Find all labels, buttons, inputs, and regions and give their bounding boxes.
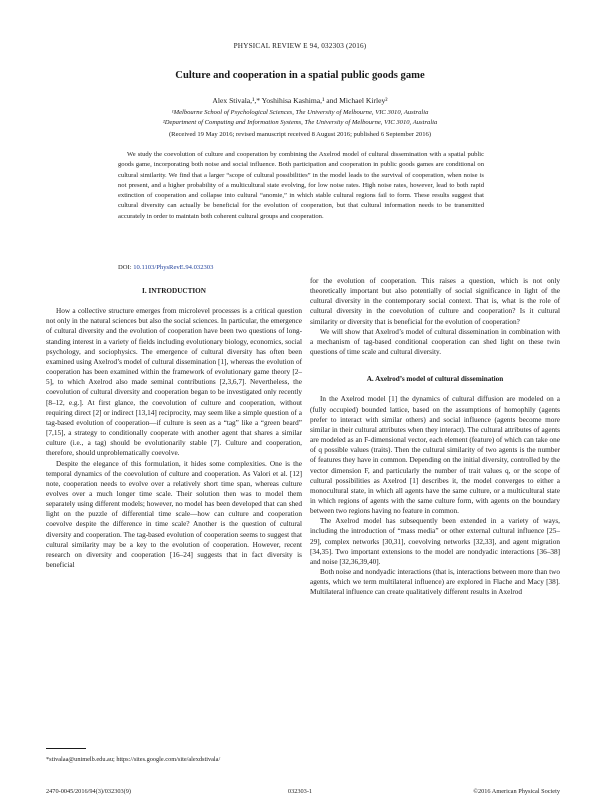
paragraph: The Axelrod model has subsequently been extended in a variety of ways, including the introduction of “mass media” or other external cultural influence [25–29], complex networks [30,31], coevolving networks [32,33], and agent migration [34,35]. Two important extensions to the model are nondyadic interactions [36–38] and noise [32,36,39,40].	[310, 517, 560, 566]
paragraph: How a collective structure emerges from microlevel processes is a critical question not only in the natural sciences but also the social sciences. In particular, the emergence of cultural diversity and the evolution of cooperation have been two questions of long-standing interest in a variety of fields including evolutionary biology, economics, social psychology, and sociophysics. The emergence of cultural diversity has often been examined using Axelrod’s model of cultural dissemination [1], whereas the evolution of cooperation has been examined within the framework of evolutionary game theory [2–5], to which Axelrod also made seminal contributions [2,3,6,7]. Nevertheless, the coevolution of cultural diversity and cooperation began to be investigated only recently [8–12, e.g.]. At first glance, the coevolution of culture and cooperation, without requiring direct [2] or indirect [13,14] reciprocity, may seem like a simple question of a tag-based evolution of cooperation—if culture is seen as a “tag” like a “green beard” [7,15], a strategy to conditionally cooperate with another agent that shares a similar culture (i.e., a tag) should be evolutionarily stable [7]. Culture and cooperation, therefore, should unproblematically coevolve.	[46, 307, 302, 458]
footer-page-number: 032303-1	[287, 788, 313, 795]
journal-header: PHYSICAL REVIEW E 94, 032303 (2016)	[233, 42, 367, 50]
left-column	[46, 286, 302, 570]
doi-link[interactable]: 10.1103/PhysRevE.94.032303	[133, 264, 214, 271]
paragraph: We will show that Axelrod’s model of cultural dissemination in combination with a mechanism of tag-based conditional cooperation can shed light on these twin questions of time scale and cultural diversity.	[310, 327, 560, 357]
footnote-divider	[46, 748, 86, 749]
section-heading-introduction: I. INTRODUCTION	[142, 287, 206, 295]
footer-issn: 2470-0045/2016/94(3)/032303(9)	[46, 788, 131, 795]
right-column	[310, 276, 560, 598]
author-list: Alex Stivala,¹,* Yoshihisa Kashima,¹ and Michael Kirley²	[212, 96, 388, 105]
paragraph: In the Axelrod model [1] the dynamics of cultural diffusion are modeled on a (fully occupied) bounded lattice, based on the assumptions of homophily (agents prefer to interact with similar others) and social influence (agents become more similar in their cultural attributes when they interact). The cultural attributes of agents are modeled as an F-dimensional vector, each element (feature) of which can take one of q possible values (traits). Then the cultural similarity of two agents is the number of features they have in common. Depending on the initial diversity, controlled by the vector dimension F, and particularly the number of trait values q, or the scope of cultural possibilities as Axelrod [1] describes it, the model converges to either a monocultural state, in which all agents have the same culture, or a multicultural state in which regions of agents with the same culture form, with agents on the boundary between two regions having no feature in common.	[310, 395, 560, 516]
paragraph: Despite the elegance of this formulation, it hides some complexities. One is the temporal dynamics of the coevolution of culture and cooperation. As Valori et al. [12] note, cooperation needs to evolve over a relatively short time span, whereas culture evolves over a much longer time scale. Their solution then was to model them separately using different models; however, no model has been developed that can shed light on the puzzle of differential time scale—how can culture and cooperation coevolve despite the difference in time scale? Another is the question of cultural diversity and cooperation. The tag-based evolution of cooperation seems to suggest that cultural similarity may be a key to the evolution of cooperation. However, recent research on diversity and cooperation [16–24] suggests that in fact diversity is beneficial	[46, 459, 302, 570]
doi-line	[118, 264, 213, 271]
abstract	[118, 150, 484, 222]
affiliation-1: ¹Melbourne School of Psychological Sciences, The University of Melbourne, VIC 3010, Australia	[171, 109, 429, 116]
abstract-text: We study the coevolution of culture and cooperation by combining the Axelrod model of cultural dissemination with a spatial public goods game, incorporating both noise and social influence. Both participation and cooperation in public goods games are conditional on cultural similarity. We find that a larger “scope of cultural possibilities” in the model leads to the survival of cooperation, when noise is not present, and a higher probability of a multicultural state evolving, for low noise rates. High noise rates, however, lead to both rapid extinction of cooperation and collapse into cultural “anomie,” in which stable cultural regions fail to form. These results suggest that cultural diversity can actually be beneficial for the evolution of cooperation, but that cultural information needs to be transmitted accurately in order to maintain both coherent cultural groups and cooperation.	[118, 151, 484, 220]
subsection-heading-axelrod: A. Axelrod’s model of cultural dissemination	[366, 375, 504, 384]
doi-label: DOI:	[118, 264, 132, 271]
paragraph: Both noise and nondyadic interactions (that is, interactions between more than two agents, which we term multilateral influence) are explored in Flache and Macy [38]. Multilateral influence can create qualitatively different results in Axelrod	[310, 568, 560, 597]
paper-title: Culture and cooperation in a spatial public goods game	[175, 70, 425, 81]
paragraph: for the evolution of cooperation. This raises a question, which is not only theoretically important but also potentially of social significance in light of the cultural diversity in the contemporary social context. That is, what is the role of cultural diversity in the coevolution of culture and cooperation? Is it cultural similarity or diversity that is beneficial for the evolution of cooperation?	[310, 277, 560, 326]
footer-copyright: ©2016 American Physical Society	[473, 788, 560, 795]
footnote: *stivalaa@unimelb.edu.au; https://sites.google.com/site/alexdstivala/	[46, 756, 221, 763]
affiliation-2: ²Department of Computing and Information Systems, The University of Melbourne, VIC 3010, Australia	[162, 119, 438, 126]
received-dates: (Received 19 May 2016; revised manuscript received 8 August 2016; published 6 September 2016)	[168, 131, 432, 138]
